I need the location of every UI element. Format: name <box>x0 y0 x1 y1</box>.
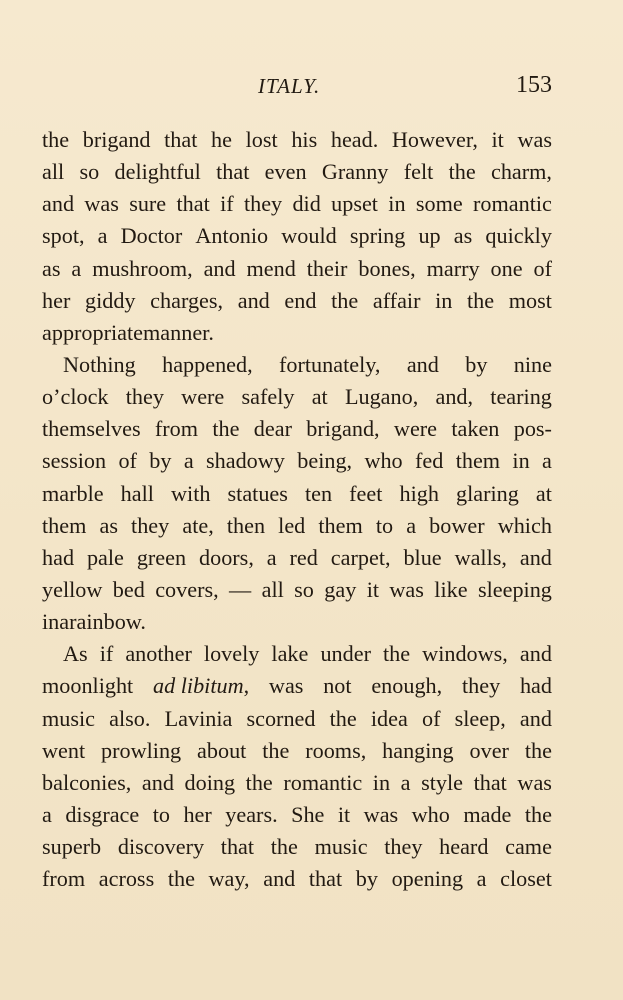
word: a <box>59 609 70 635</box>
word: happened, <box>162 351 253 377</box>
word: as <box>453 223 473 249</box>
word: was <box>84 191 119 217</box>
word: it <box>491 127 504 152</box>
word: it <box>366 576 380 602</box>
word: some <box>415 191 463 217</box>
word: way, <box>208 866 250 892</box>
word: bones, <box>358 255 416 281</box>
word: statues <box>227 480 288 506</box>
word: up <box>418 223 441 249</box>
word: manner. <box>143 319 214 345</box>
word: had <box>519 673 552 699</box>
word: lovely <box>203 641 260 667</box>
word: sleeping <box>477 576 552 602</box>
word: was <box>363 801 399 827</box>
word: the <box>167 866 195 892</box>
word: the <box>467 287 495 313</box>
word: appropriate <box>42 319 144 345</box>
text-line <box>42 285 552 317</box>
word: by <box>465 351 488 377</box>
word: another <box>125 641 192 667</box>
word: her <box>42 287 71 313</box>
word: charges, <box>150 287 224 313</box>
word: and <box>141 769 174 795</box>
word: moonlight <box>42 673 134 699</box>
text-line <box>42 220 552 252</box>
text-line <box>42 124 552 156</box>
text-line <box>42 735 552 767</box>
word: the <box>329 705 357 731</box>
text-line <box>42 156 552 188</box>
word: and <box>263 866 296 892</box>
word: to <box>375 512 394 538</box>
word: glaring <box>455 480 519 506</box>
word: marble <box>42 480 104 506</box>
word: the <box>212 416 240 442</box>
word: in <box>372 769 391 795</box>
word: doors, <box>199 544 254 570</box>
word: being, <box>297 448 353 474</box>
word: disgrace <box>65 801 140 827</box>
word: Doctor <box>120 223 183 249</box>
word: fed <box>415 448 444 474</box>
text-line <box>42 381 552 413</box>
word: they <box>131 512 170 538</box>
text-line <box>42 349 552 381</box>
word: and, <box>435 384 474 410</box>
word: the <box>524 801 552 827</box>
word: hanging <box>382 737 454 763</box>
word: it <box>337 801 351 827</box>
word: who <box>364 448 403 474</box>
word: was <box>517 769 552 795</box>
word: She <box>291 801 325 827</box>
word: romantic <box>283 769 363 795</box>
text-line <box>42 574 552 606</box>
word: to <box>152 801 170 827</box>
word: scorned <box>246 705 316 731</box>
word: sure <box>129 191 167 217</box>
word: ad libitum, <box>153 673 250 699</box>
word: that <box>216 159 250 185</box>
word: were <box>393 416 438 442</box>
word: lost <box>245 127 278 152</box>
page-number: 153 <box>516 72 552 98</box>
word: balconies, <box>42 769 132 795</box>
word: blue <box>403 544 442 570</box>
word: their <box>306 255 348 281</box>
word: However, <box>391 127 478 152</box>
word: he <box>211 127 232 152</box>
word: Lavinia <box>164 705 233 731</box>
word: and <box>519 544 552 570</box>
word: his <box>291 127 318 152</box>
word: mend <box>246 255 296 281</box>
word: — <box>229 576 252 602</box>
word: about <box>197 737 247 763</box>
text-line <box>42 445 552 477</box>
word: discovery <box>117 834 205 860</box>
word: then <box>226 512 266 538</box>
word: of <box>422 705 441 731</box>
word: dear <box>253 416 292 442</box>
word: mushroom, <box>92 255 193 281</box>
word: would <box>281 223 337 249</box>
word: rooms, <box>305 737 367 763</box>
word: and <box>237 287 270 313</box>
word: they <box>461 673 501 699</box>
word: red <box>289 544 318 570</box>
word: as <box>42 255 61 281</box>
word: and <box>519 705 552 731</box>
word: one <box>490 255 523 281</box>
word: most <box>508 287 552 313</box>
word: enough, <box>371 673 443 699</box>
word: idea <box>370 705 408 731</box>
text-line <box>42 478 552 510</box>
word: years. <box>225 801 278 827</box>
word: upset <box>331 191 378 217</box>
word: rainbow. <box>69 609 146 635</box>
word: feet <box>349 480 383 506</box>
word: the <box>245 769 273 795</box>
word: by <box>355 866 378 892</box>
word: so <box>294 576 314 602</box>
word: a <box>183 448 194 474</box>
word: session <box>42 448 107 474</box>
word: by <box>149 448 172 474</box>
word: Granny <box>321 159 389 185</box>
word: with <box>171 480 211 506</box>
word: giddy <box>84 287 136 313</box>
word: head. <box>330 127 379 152</box>
word: them <box>455 448 501 474</box>
word: doing <box>184 769 236 795</box>
word: a <box>476 866 487 892</box>
text-line <box>42 413 552 445</box>
word: music <box>314 834 368 860</box>
word: in <box>42 609 60 635</box>
word: across <box>98 866 155 892</box>
word: in <box>388 191 406 217</box>
text-line <box>42 863 552 895</box>
text-line <box>42 542 552 574</box>
word: that <box>473 769 507 795</box>
word: so <box>79 159 100 185</box>
word: the <box>524 737 552 763</box>
word: delightful <box>114 159 201 185</box>
word: a <box>71 255 82 281</box>
word: under <box>320 641 371 667</box>
word: fortunately, <box>279 351 381 377</box>
word: they <box>125 384 164 410</box>
word: the <box>262 737 290 763</box>
word: As <box>63 641 88 667</box>
word: themselves <box>42 416 141 442</box>
word: a <box>406 512 417 538</box>
word: walls, <box>454 544 507 570</box>
word: at <box>535 480 552 506</box>
word: o’clock <box>42 384 109 410</box>
word: which <box>497 512 552 538</box>
word: shadowy <box>206 448 285 474</box>
running-title: ITALY. <box>258 74 321 98</box>
word: a <box>266 544 277 570</box>
word: that <box>176 191 210 217</box>
word: felt <box>403 159 434 185</box>
text-line <box>42 188 552 220</box>
word: romantic <box>473 191 552 217</box>
word: them <box>42 512 87 538</box>
word: style <box>421 769 463 795</box>
word: prowling <box>101 737 182 763</box>
text-line <box>42 703 552 735</box>
word: from <box>42 866 86 892</box>
word: sleep, <box>454 705 506 731</box>
word: pale <box>86 544 124 570</box>
body-text <box>42 124 552 895</box>
word: them <box>318 512 363 538</box>
word: at <box>311 384 328 410</box>
word: that <box>308 866 343 892</box>
word: the <box>331 287 359 313</box>
word: ten <box>304 480 333 506</box>
word: as <box>99 512 118 538</box>
text-line <box>42 317 552 349</box>
word: led <box>278 512 306 538</box>
word: over <box>469 737 509 763</box>
word: high <box>399 480 439 506</box>
word: yellow <box>42 576 103 602</box>
word: taken <box>451 416 500 442</box>
word: a <box>400 769 411 795</box>
word: spot, <box>42 223 85 249</box>
text-line <box>42 253 552 285</box>
word: of <box>533 255 552 281</box>
word: lake <box>271 641 309 667</box>
word: if <box>220 191 234 217</box>
word: the <box>270 834 298 860</box>
word: safely <box>241 384 295 410</box>
word: quickly <box>485 223 552 249</box>
word: came <box>505 834 552 860</box>
word: in <box>435 287 453 313</box>
word: not <box>323 673 352 699</box>
word: all <box>42 159 65 185</box>
word: brigand, <box>306 416 380 442</box>
word: superb <box>42 834 102 860</box>
text-line <box>42 767 552 799</box>
running-head <box>40 74 552 104</box>
word: the <box>383 641 411 667</box>
word: charm, <box>490 159 552 185</box>
word: did <box>292 191 321 217</box>
word: they <box>243 191 283 217</box>
word: Lugano, <box>344 384 419 410</box>
word: Nothing <box>63 351 136 377</box>
text-line <box>42 638 552 670</box>
text-line <box>42 510 552 542</box>
word: carpet, <box>330 544 391 570</box>
word: they <box>384 834 423 860</box>
word: and <box>42 191 75 217</box>
word: from <box>154 416 199 442</box>
word: nine <box>513 351 552 377</box>
text-line <box>42 831 552 863</box>
word: end <box>284 287 317 313</box>
word: the <box>448 159 476 185</box>
word: opening <box>391 866 464 892</box>
word: pos- <box>513 416 552 442</box>
word: was <box>389 576 424 602</box>
word: went <box>42 737 86 763</box>
word: ate, <box>182 512 214 538</box>
word: closet <box>500 866 552 892</box>
word: all <box>261 576 284 602</box>
word: who <box>411 801 450 827</box>
word: made <box>463 801 512 827</box>
text-line <box>42 799 552 831</box>
word: that <box>164 127 198 152</box>
word: were <box>181 384 225 410</box>
word: heard <box>439 834 489 860</box>
word: marry <box>426 255 480 281</box>
word: music <box>42 705 95 731</box>
word: Antonio <box>195 223 269 249</box>
word: brigand <box>82 127 151 152</box>
word: even <box>264 159 307 185</box>
word: tearing <box>490 384 552 410</box>
word: a <box>97 223 108 249</box>
text-line <box>42 670 552 702</box>
word: was <box>268 673 304 699</box>
word: in <box>512 448 530 474</box>
word: windows, <box>422 641 508 667</box>
word: bower <box>429 512 485 538</box>
word: like <box>434 576 468 602</box>
word: that <box>220 834 255 860</box>
word: also. <box>109 705 151 731</box>
word: hall <box>120 480 154 506</box>
word: a <box>542 448 552 474</box>
word: covers, <box>155 576 219 602</box>
word: if <box>99 641 114 667</box>
word: was <box>517 127 552 152</box>
text-line <box>42 606 552 638</box>
word: and <box>203 255 236 281</box>
word: the <box>42 127 70 152</box>
word: and <box>519 641 552 667</box>
word: of <box>118 448 137 474</box>
word: bed <box>112 576 145 602</box>
word: affair <box>372 287 421 313</box>
word: had <box>42 544 75 570</box>
word: green <box>136 544 187 570</box>
word: gay <box>324 576 357 602</box>
word: spring <box>349 223 406 249</box>
word: and <box>406 351 439 377</box>
word: a <box>42 801 52 827</box>
word: her <box>183 801 212 827</box>
